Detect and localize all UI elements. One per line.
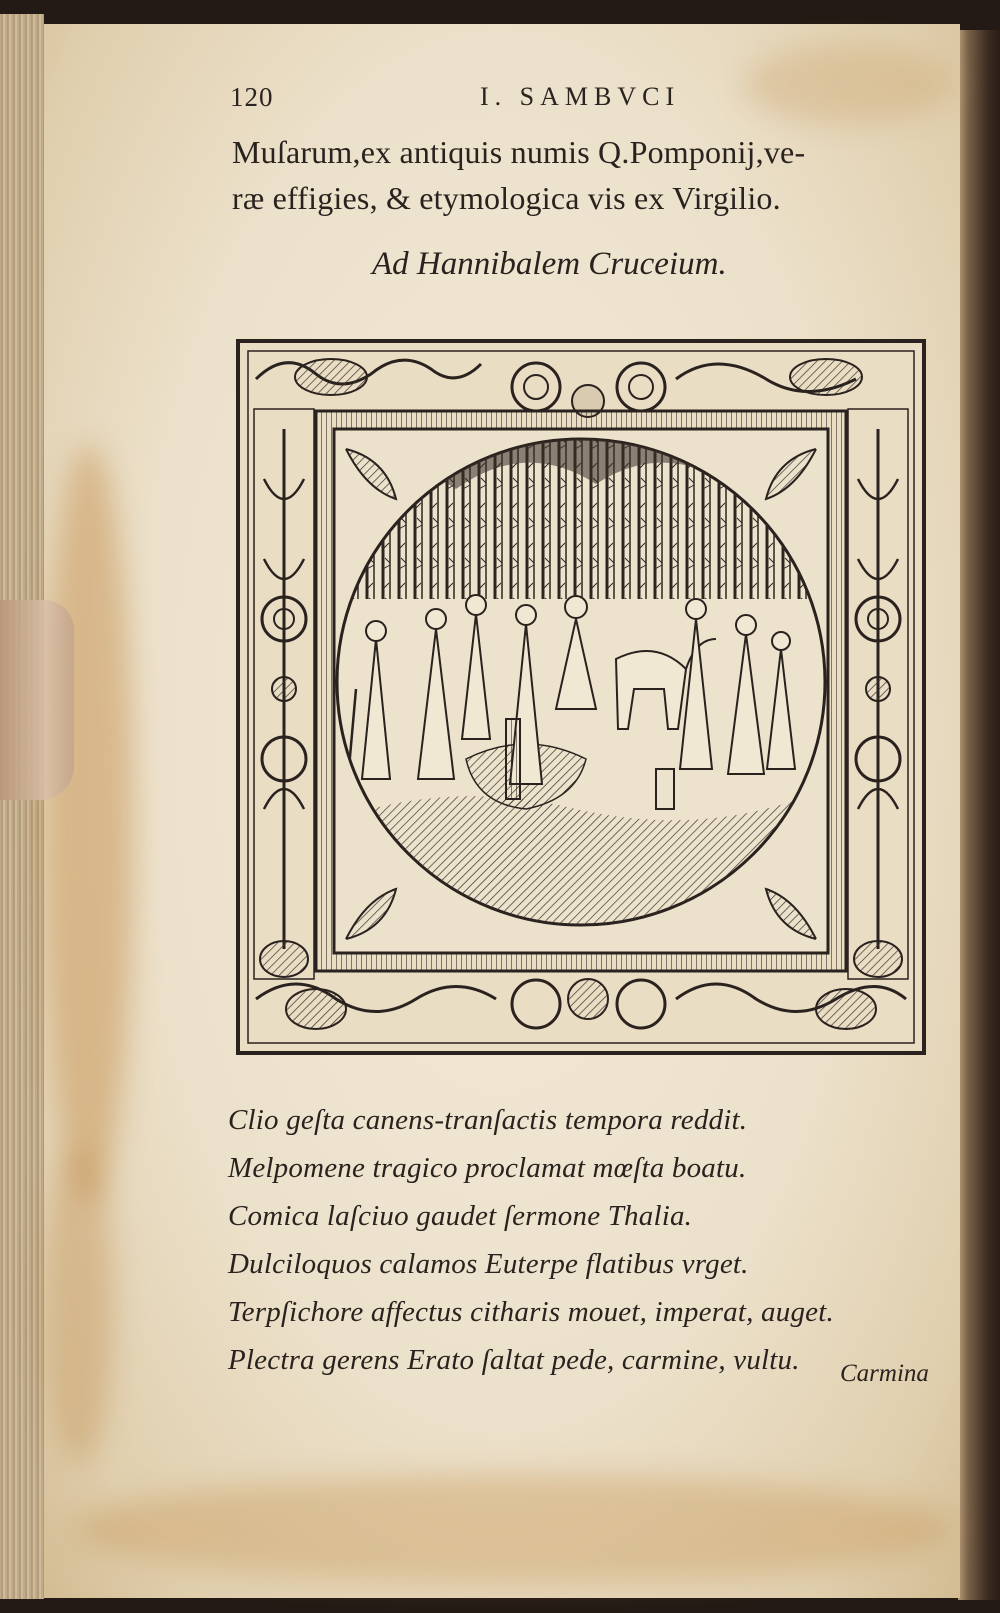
page-number: 120 [230,82,274,112]
page-header [230,82,930,122]
verse-block [228,1096,948,1384]
verse-line: Plectra gerens Erato ſaltat pede, carmine, vultu. [228,1344,800,1376]
page-edges [0,14,44,1599]
woodcut-illustration [236,339,926,1055]
water-stain [44,1144,114,1464]
verse-line: Dulciloquos calamos Euterpe flatibus vrget. [228,1248,749,1280]
water-stain [74,1474,954,1584]
book-spine [958,30,1000,1600]
verse-line: Clio geſta canens-tranſactis tempora reddit. [228,1104,748,1136]
water-stain [44,444,134,1204]
running-head: I. SAMBVCI [480,82,681,111]
bookmark-ribbon [0,600,74,800]
dedication: Ad Hannibalem Cruceium. [372,246,727,282]
verse-line: Comica laſciuo gaudet ſermone Thalia. [228,1200,693,1232]
verse-line: Melpomene tragico proclamat mœſta boatu. [228,1152,747,1184]
catchword: Carmina [840,1360,929,1387]
emblem-title-line-1: Muſarum,ex antiquis numis Q.Pomponij,ve- [232,134,806,170]
emblem-title-line-2: ræ effigies, & etymologica vis ex Virgilio. [232,180,781,216]
verse-line: Terpſichore affectus citharis mouet, imperat, auget. [228,1296,834,1328]
